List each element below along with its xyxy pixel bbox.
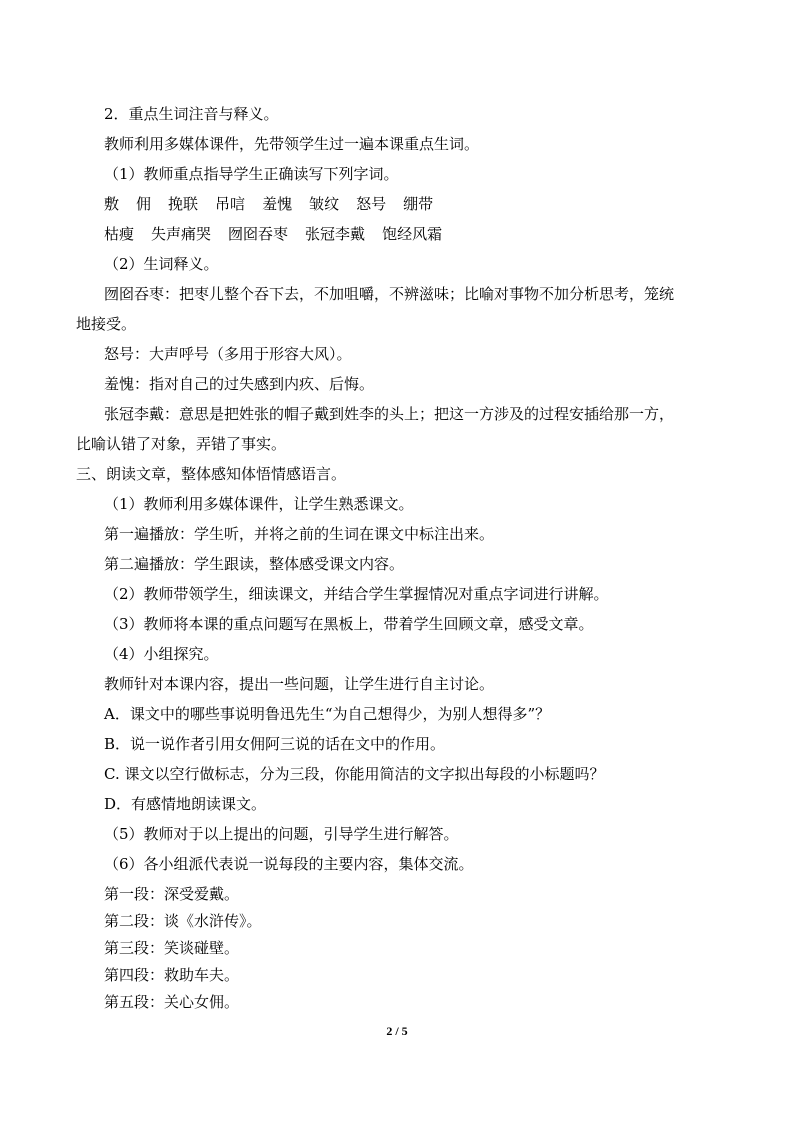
- vocab-word: 饱经风霜: [382, 225, 443, 243]
- question-item: B．说一说作者引用女佣阿三说的话在文中的作用。: [104, 735, 446, 753]
- vocab-word: 佣: [136, 195, 152, 213]
- paragraph: （1）教师重点指导学生正确读写下列字词。: [104, 165, 399, 183]
- page-number: 2 / 5: [386, 1024, 408, 1038]
- question-item: A．课文中的哪些事说明鲁迅先生“为自己想得少，为别人想得多”？: [104, 705, 551, 723]
- paragraph: （6）各小组派代表说一说每段的主要内容，集体交流。: [104, 855, 474, 873]
- definition-continued: 地接受。: [76, 315, 137, 333]
- section-heading: 2．重点生词注音与释义。: [104, 105, 279, 123]
- paragraph: （2）教师带领学生，细读课文，并结合学生掌握情况对重点字词进行讲解。: [104, 585, 609, 603]
- paragraph: 教师利用多媒体课件，先带领学生过一遍本课重点生词。: [104, 135, 480, 153]
- paragraph: （5）教师对于以上提出的问题，引导学生进行解答。: [104, 825, 459, 843]
- definition: 羞愧：指对自己的过失感到内疚、后悔。: [104, 375, 375, 393]
- vocab-word: 皱纹: [309, 195, 340, 213]
- vocab-word: 失声痛哭: [151, 225, 212, 243]
- definition: 怒号：大声呼号（多用于形容大风）。: [104, 345, 352, 363]
- vocab-word: 敷: [104, 195, 120, 213]
- vocab-word: 挽联: [168, 195, 199, 213]
- paragraph: 第二遍播放：学生跟读，整体感受课文内容。: [104, 555, 405, 573]
- vocab-word: 吊唁: [215, 195, 246, 213]
- vocab-row-2: [104, 224, 459, 244]
- vocab-word: 枯瘦: [104, 225, 135, 243]
- vocab-word: 囫囵吞枣: [228, 225, 289, 243]
- paragraph: （4）小组探究。: [104, 645, 219, 663]
- vocab-word: 张冠李戴: [305, 225, 366, 243]
- definition: 囫囵吞枣：把枣儿整个吞下去，不加咀嚼，不辨滋味；比喻对事物不加分析思考，笼统: [104, 285, 675, 303]
- paragraph: （3）教师将本课的重点问题写在黑板上，带着学生回顾文章，感受文章。: [104, 615, 594, 633]
- vocab-word: 怒号: [356, 195, 387, 213]
- section-summary: 第一段：深受爱戴。: [104, 885, 240, 903]
- definition: 张冠李戴：意思是把姓张的帽子戴到姓李的头上；把这一方涉及的过程安插给那一方，: [104, 405, 675, 423]
- section-summary: 第四段：救助车夫。: [104, 966, 240, 984]
- paragraph: 第一遍播放：学生听，并将之前的生词在课文中标注出来。: [104, 525, 495, 543]
- section-heading: 三、朗读文章，整体感知体悟情感语言。: [76, 465, 347, 483]
- paragraph: 教师针对本课内容，提出一些问题，让学生进行自主讨论。: [104, 675, 495, 693]
- vocab-row-1: [104, 194, 450, 214]
- section-summary: 第五段：关心女佣。: [104, 993, 240, 1011]
- section-summary: 第二段：谈《水浒传》。: [104, 912, 262, 930]
- section-summary: 第三段：笑谈碰壁。: [104, 939, 240, 957]
- paragraph: （1）教师利用多媒体课件，让学生熟悉课文。: [104, 495, 414, 513]
- paragraph: （2）生词释义。: [104, 255, 219, 273]
- vocab-word: 羞愧: [262, 195, 293, 213]
- vocab-word: 绷带: [403, 195, 434, 213]
- definition-continued: 比喻认错了对象，弄错了事实。: [76, 435, 287, 453]
- question-item: C. 课文以空行做标志，分为三段，你能用简洁的文字拟出每段的小标题吗？: [104, 765, 605, 783]
- question-item: D．有感情地朗读课文。: [104, 795, 267, 813]
